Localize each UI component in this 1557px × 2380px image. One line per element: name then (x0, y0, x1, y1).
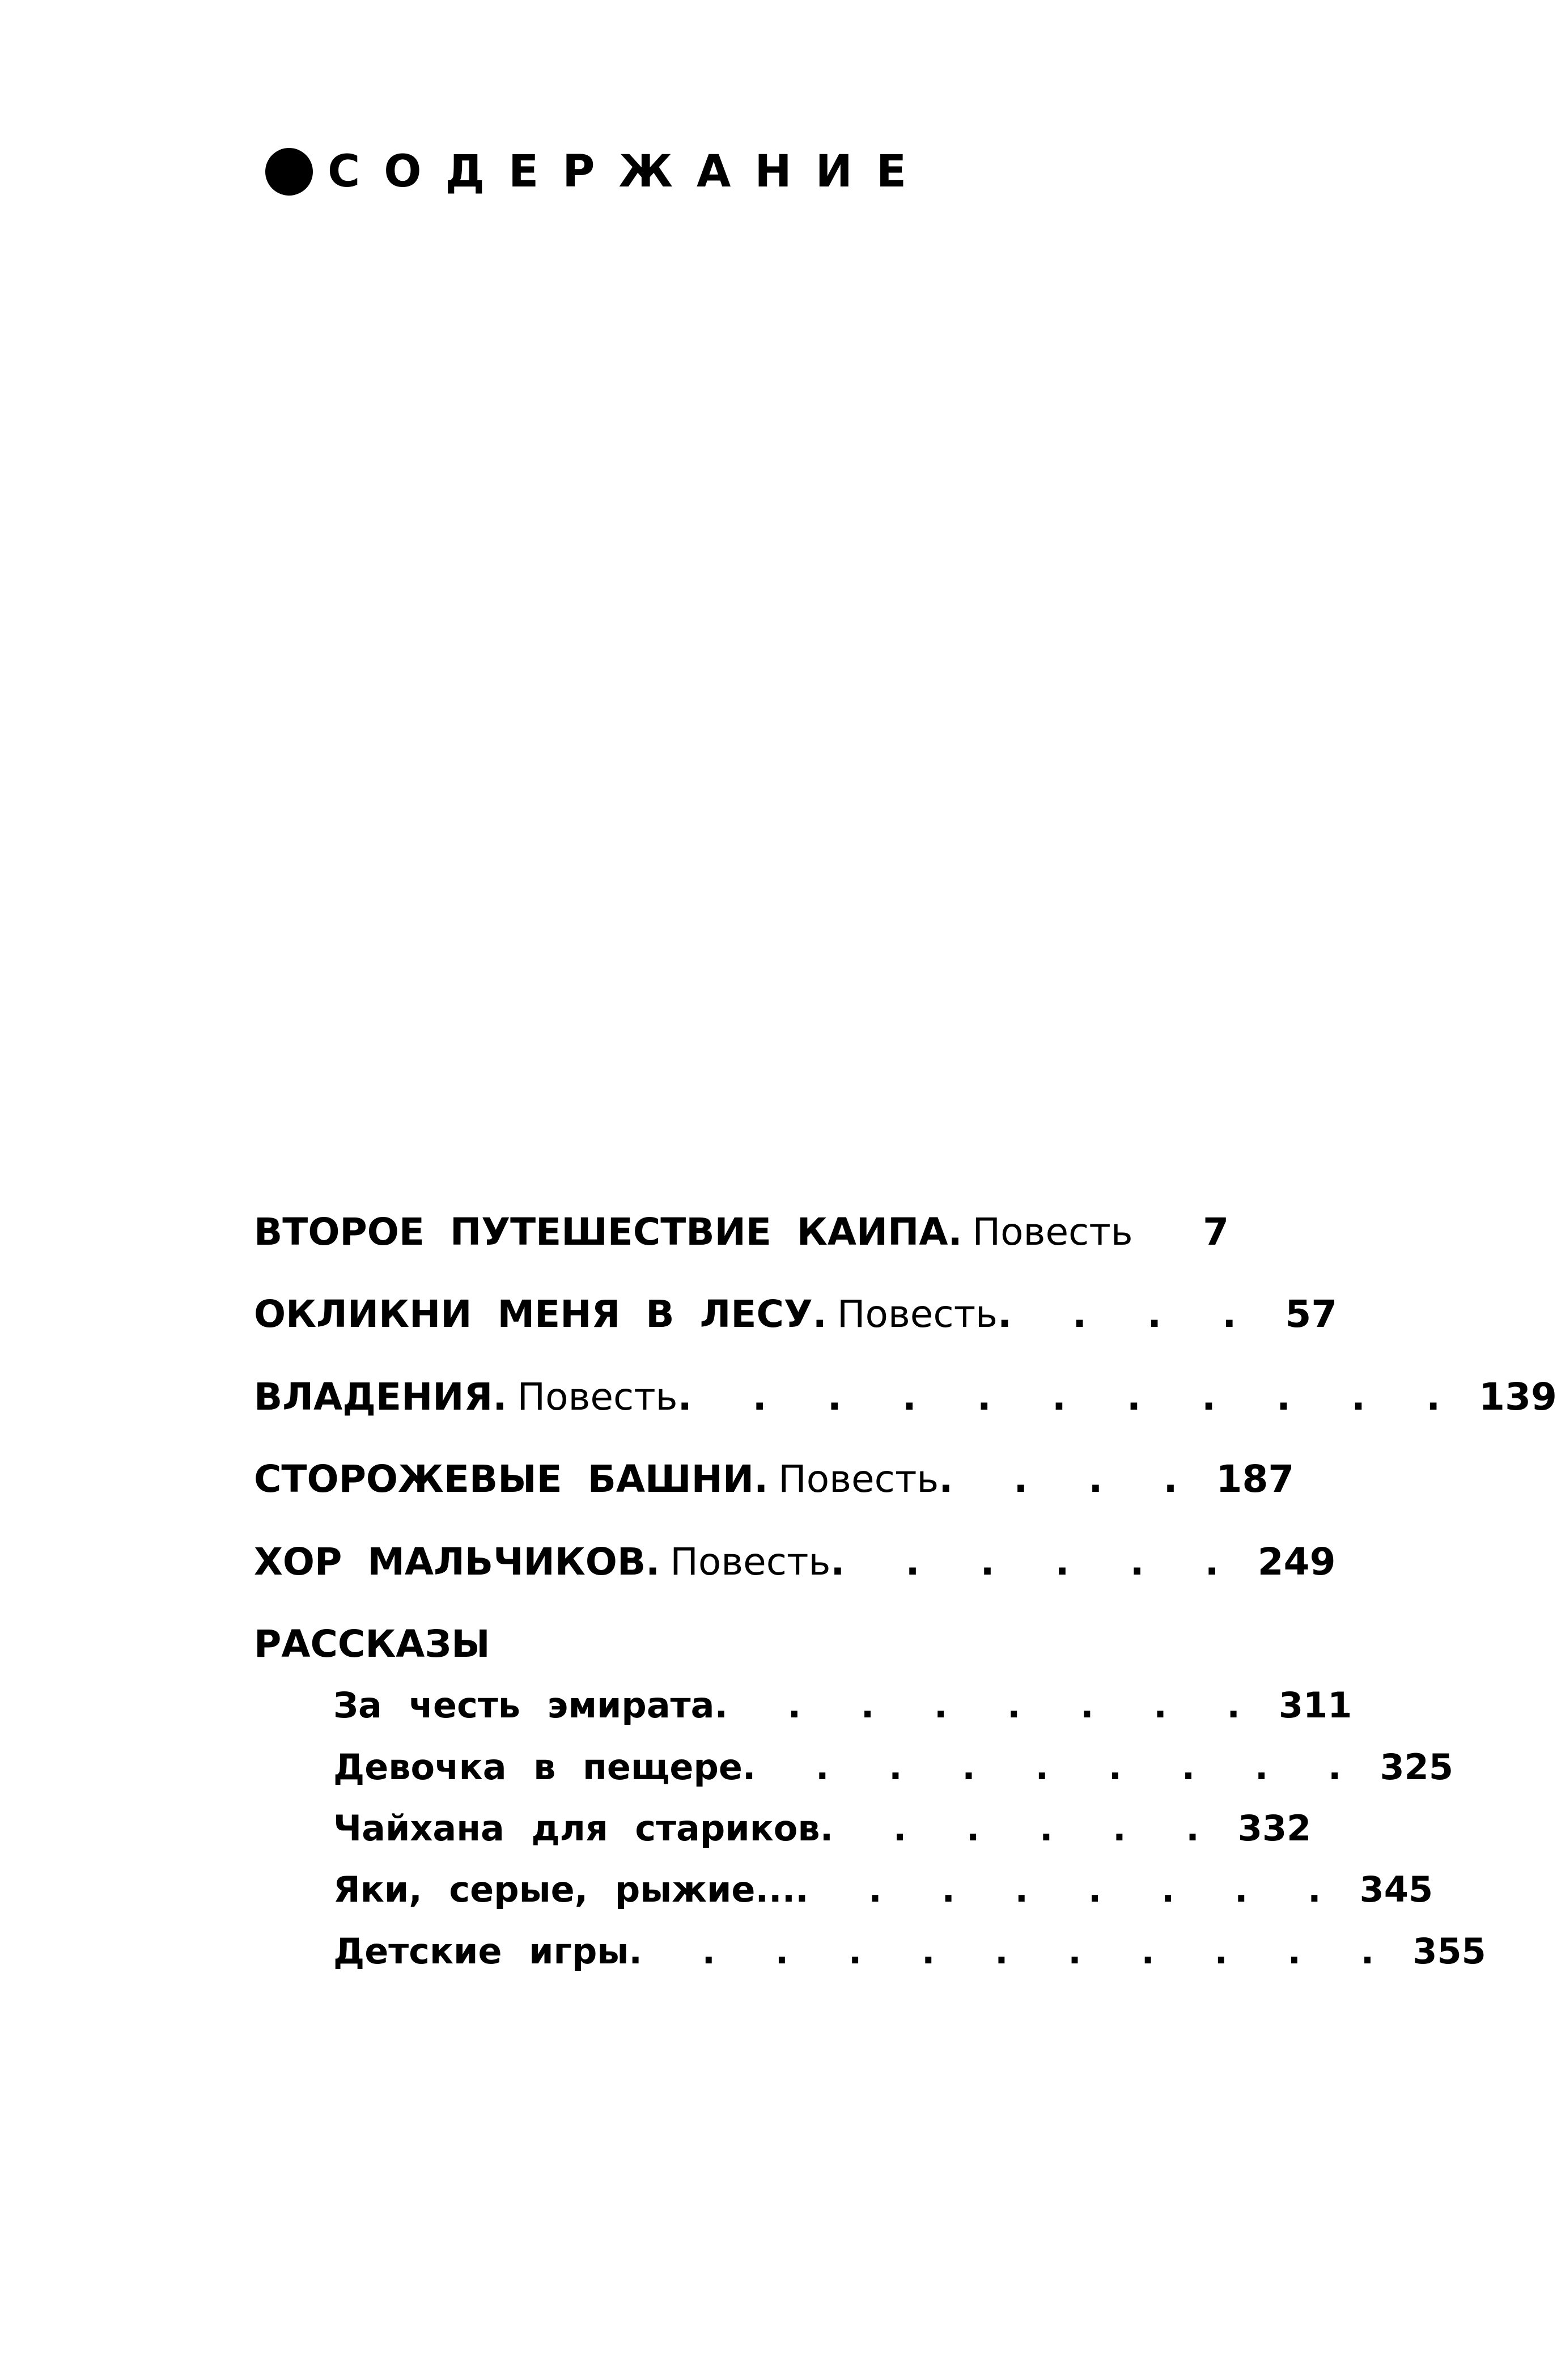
story-entry (333, 1746, 1453, 1788)
story-entry (333, 1931, 1486, 1972)
story-title: За честь эмирата (333, 1685, 715, 1726)
heading-bullet-icon (265, 148, 313, 196)
story-entry (333, 1685, 1352, 1726)
toc-entry (254, 1540, 1336, 1584)
entry-page-number: 7 (1203, 1210, 1229, 1254)
toc-entry (254, 1292, 1338, 1336)
entry-genre: Повесть (517, 1375, 678, 1419)
entry-page-number: 139 (1479, 1375, 1557, 1419)
story-title: Детские игры (333, 1931, 629, 1972)
story-title: Яки, серые, рыжие... (333, 1869, 796, 1910)
dot-leader: . . . . . . (830, 1540, 1243, 1584)
entry-title: ВЛАДЕНИЯ. (254, 1375, 507, 1419)
entry-genre: Повесть (972, 1210, 1133, 1254)
entry-title: ОКЛИКНИ МЕНЯ В ЛЕСУ. (254, 1292, 827, 1336)
entry-title: СТОРОЖЕВЫЕ БАШНИ. (254, 1457, 769, 1501)
stories-section-label: РАССКАЗЫ (254, 1622, 490, 1666)
entry-genre: Повесть (778, 1457, 939, 1501)
dot-leader: . . . . (998, 1292, 1261, 1336)
dot-leader: . . . . . . . . . (742, 1746, 1365, 1788)
story-title: Девочка в пещере (333, 1746, 743, 1788)
entry-page-number: 57 (1285, 1292, 1338, 1336)
story-page-number: 311 (1278, 1685, 1352, 1726)
dot-leader: . . . . (939, 1457, 1202, 1501)
entry-genre: Повесть (837, 1292, 998, 1336)
dot-leader: . . . . . . . . (795, 1869, 1345, 1910)
dot-leader: . . . . . . . . . . . (629, 1931, 1398, 1972)
toc-entry (254, 1210, 1229, 1254)
contents-title: СОДЕРЖАНИЕ (328, 146, 931, 197)
story-entry (333, 1808, 1312, 1849)
toc-entry (254, 1457, 1295, 1501)
toc-entry (254, 1375, 1557, 1419)
story-page-number: 355 (1412, 1931, 1486, 1972)
contents-heading (265, 141, 930, 203)
entry-genre: Повесть (670, 1540, 831, 1584)
story-page-number: 345 (1359, 1869, 1433, 1910)
story-page-number: 332 (1237, 1808, 1312, 1849)
dot-leader: . . . . . . (820, 1808, 1223, 1849)
entry-title: ХОР МАЛЬЧИКОВ. (254, 1540, 660, 1584)
story-page-number: 325 (1380, 1746, 1453, 1788)
story-entry (333, 1869, 1433, 1910)
entry-page-number: 187 (1216, 1457, 1295, 1501)
entry-page-number: 249 (1257, 1540, 1336, 1584)
dot-leader: . . . . . . . . . . . (677, 1375, 1465, 1419)
entry-title: ВТОРОЕ ПУТЕШЕСТВИЕ КАИПА. (254, 1210, 962, 1254)
dot-leader: . . . . . . . . (714, 1685, 1264, 1726)
story-title: Чайхана для стариков (333, 1808, 820, 1849)
